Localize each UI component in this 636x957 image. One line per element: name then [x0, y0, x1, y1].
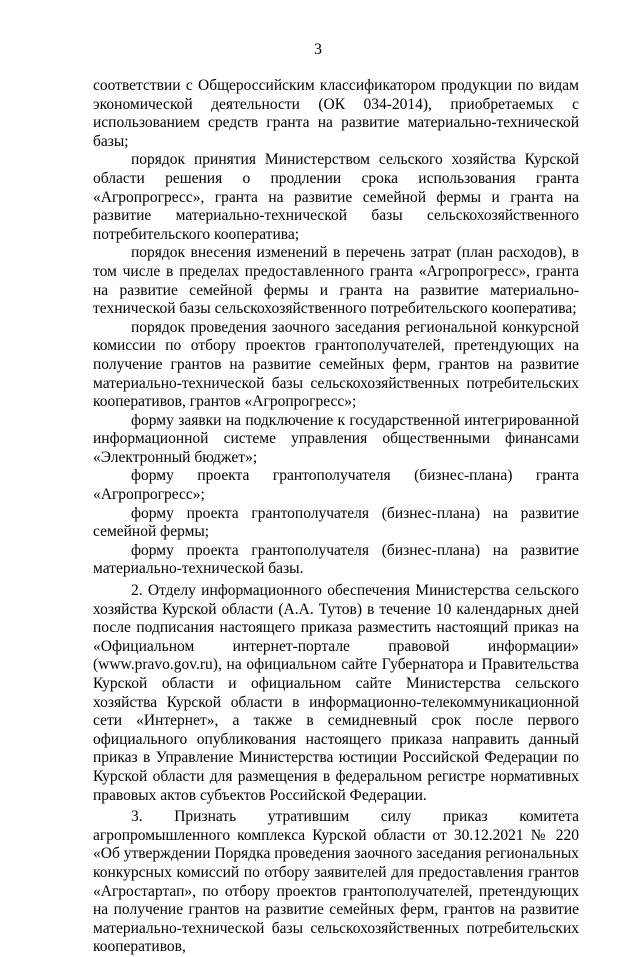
document-body: [93, 77, 579, 957]
paragraph-family-farm-form: форму проекта грантополучателя (бизнес-плана) на развитие семейной фермы;: [93, 504, 579, 541]
paragraph-agroprogress-form: форму проекта грантополучателя (бизнес-плана) гранта «Агропрогресс»;: [93, 467, 579, 504]
paragraph-budget-application-form: форму заявки на подключение к государственной интегрированной информационной системе управления общественными финансами «Электронный бюджет»;: [93, 411, 579, 466]
paragraph-commission-meeting: порядок проведения заочного заседания региональной конкурсной комиссии по отбору проектов грантополучателей, претендующих на получение грантов на развитие семейных ферм, грантов на развитие материально-технической базы сельскохозяйственных потребительских кооперативов, грантов «Агропрогресс»;: [93, 318, 579, 411]
paragraph-mtb-form: форму проекта грантополучателя (бизнес-плана) на развитие материально-технической базы.: [93, 541, 579, 578]
paragraph-continuation: соответствии с Общероссийским классификатором продукции по видам экономической деятельности (ОК 034-2014), приобретаемых с использованием средств гранта на развитие материально-технической базы;: [93, 77, 579, 150]
page-number: 3: [314, 41, 322, 58]
paragraph-item-2: 2. Отделу информационного обеспечения Министерства сельского хозяйства Курской области (А.А. Тутов) в течение 10 календарных дней после подписания настоящего приказа разместить настоящий приказ на «Официальном интернет-портале правовой информации» (www.pravo.gov.ru), на официальном сайте Губернатора и Правительства Курской области и официальном сайте Министерства сельского хозяйства Курской области в информационно-телекоммуникационной сети «Интернет», а также в семидневный срок после первого официального опубликования настоящего приказа направить данный приказ в Управление Министерства юстиции Российской Федерации по Курской области для размещения в федеральном регистре нормативных правовых актов субъектов Российской Федерации.: [93, 582, 579, 804]
paragraph-cost-list-changes: порядок внесения изменений в перечень затрат (план расходов), в том числе в пределах предоставленного гранта «Агропрогресс», гранта на развитие семейной фермы и гранта на развитие материально-технической базы сельскохозяйственного потребительского кооператива;: [93, 244, 579, 318]
paragraph-item-3: 3. Признать утратившим силу приказ комитета агропромышленного комплекса Курской области от 30.12.2021 № 220 «Об утверждении Порядка проведения заочного заседания региональных конкурсных комиссий по отбору заявителей для предоставления грантов «Агростартап», по отбору проектов грантополучателей, претендующих на получение грантов на развитие семейных ферм, грантов на развитие материально-технической базы сельскохозяйственных потребительских кооперативов,: [93, 808, 579, 956]
paragraph-grant-extension-procedure: порядок принятия Министерством сельского хозяйства Курской области решения о продлении срока использования гранта «Агропрогресс», гранта на развитие семейной фермы и гранта на развитие материально-технической базы сельскохозяйственного потребительского кооператива;: [93, 151, 579, 243]
